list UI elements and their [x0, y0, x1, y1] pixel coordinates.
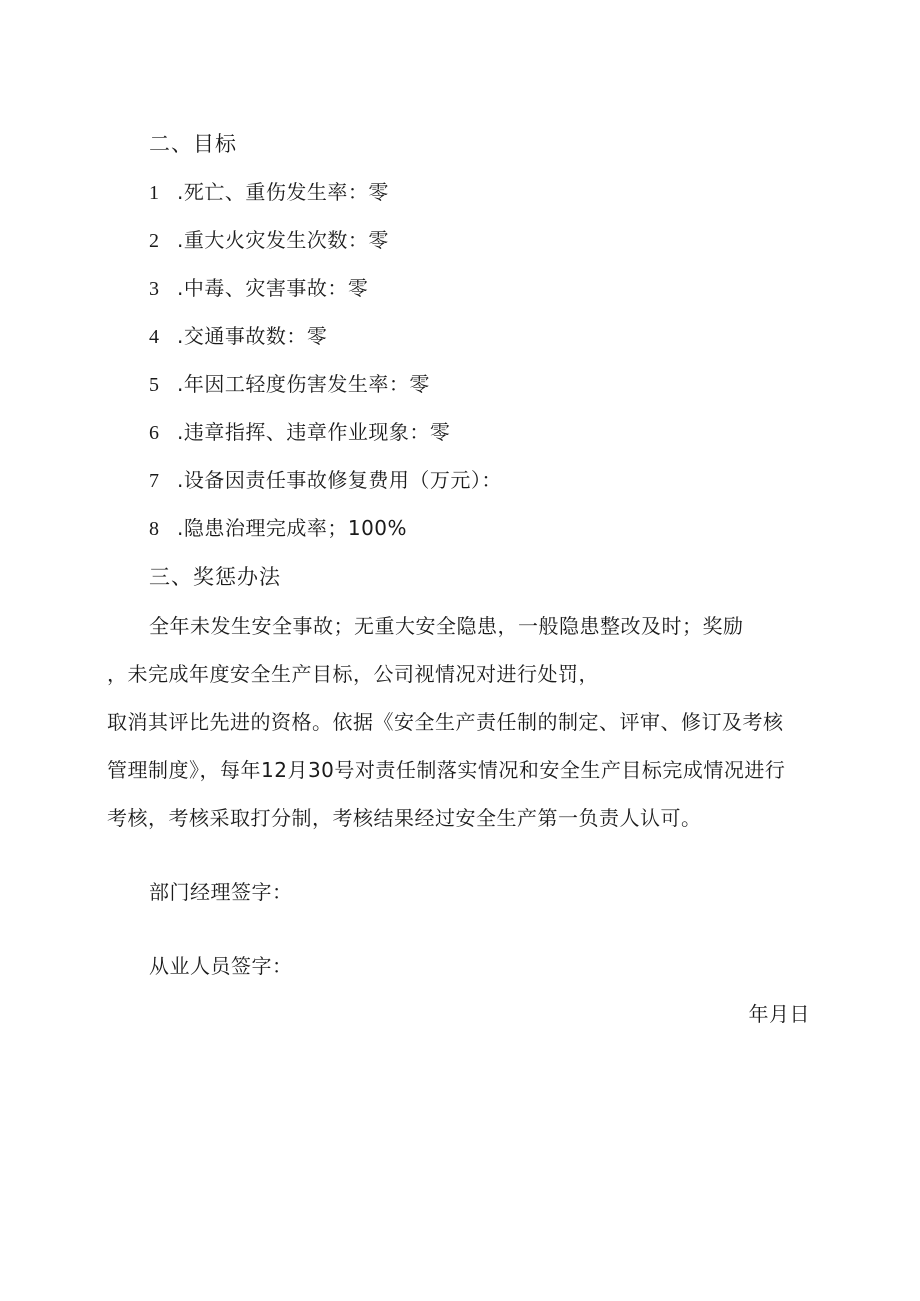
goal-item-7: [149, 466, 502, 495]
goal-item-1: [149, 178, 389, 207]
goal-item-text: .隐患治理完成率；100%: [177, 516, 408, 540]
goal-item-number: 4: [149, 326, 160, 348]
goal-item-number: 7: [149, 470, 160, 492]
goal-item-8: [149, 514, 407, 543]
goal-item-number: 2: [149, 230, 160, 252]
manager-signature-label: 部门经理签字：: [149, 880, 293, 904]
paragraph-line-4: 管理制度》，每年12月30号对责任制落实情况和安全生产目标完成情况进行: [107, 758, 786, 782]
date-label: 年月日: [748, 1002, 810, 1026]
goal-item-2: [149, 226, 389, 255]
goal-item-3: [149, 274, 368, 303]
goal-item-6: [149, 418, 450, 447]
paragraph-line-5: 考核，考核采取打分制，考核结果经过安全生产第一负责人认可。: [107, 806, 702, 830]
goal-item-number: 5: [149, 374, 160, 396]
goal-item-5: [149, 370, 430, 399]
staff-signature-label: 从业人员签字：: [149, 954, 293, 978]
goal-item-text: .设备因责任事故修复费用（万元）：: [177, 468, 502, 492]
goal-item-text: .交通事故数：零: [177, 324, 328, 348]
goal-item-number: 6: [149, 422, 160, 444]
goal-item-text: .死亡、重伤发生率：零: [177, 180, 389, 204]
goal-item-text: .重大火灾发生次数：零: [177, 228, 389, 252]
section-heading-goals: 二、目标: [149, 132, 237, 156]
paragraph-line-2: ，未完成年度安全生产目标，公司视情况对进行处罚，: [107, 662, 599, 686]
goal-item-text: .年因工轻度伤害发生率：零: [177, 372, 430, 396]
goal-item-number: 3: [149, 278, 160, 300]
goal-item-text: .中毒、灾害事故：零: [177, 276, 369, 300]
goal-item-number: 1: [149, 182, 160, 204]
paragraph-line-3: 取消其评比先进的资格。依据《安全生产责任制的制定、评审、修订及考核: [107, 710, 784, 734]
goal-item-number: 8: [149, 518, 160, 540]
goal-item-text: .违章指挥、违章作业现象：零: [177, 420, 451, 444]
section-heading-rewards: 三、奖惩办法: [149, 565, 281, 589]
paragraph-line-1: 全年未发生安全事故；无重大安全隐患，一般隐患整改及时；奖励: [149, 614, 744, 638]
goal-item-4: [149, 322, 327, 351]
